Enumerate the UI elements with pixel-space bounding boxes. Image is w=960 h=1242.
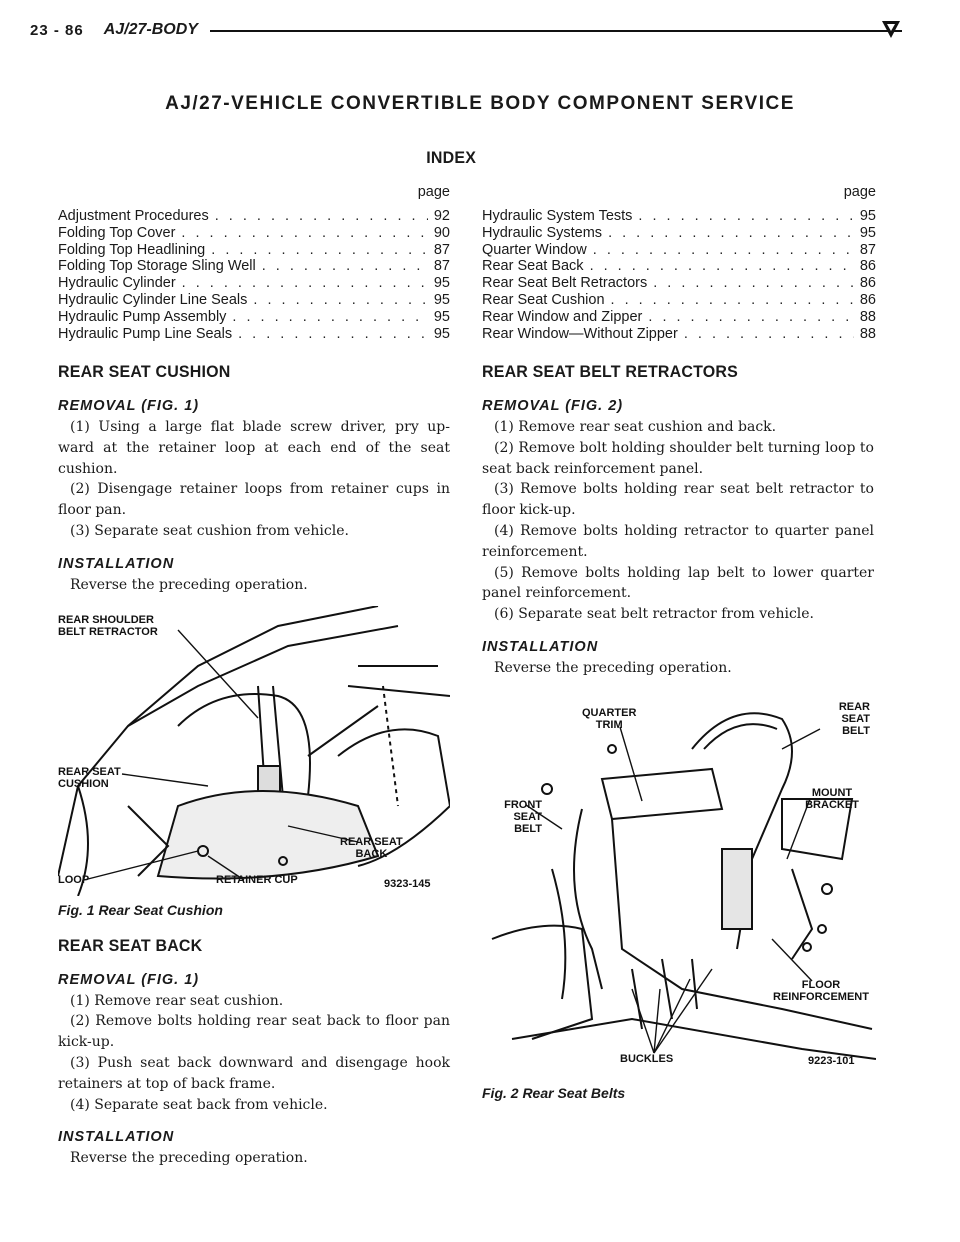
index-topic: Folding Top Headlining <box>58 241 206 258</box>
callout-front-seat-belt: FRONT SEAT BELT <box>504 798 542 835</box>
index-column-left <box>58 184 450 342</box>
index-page: 86 <box>859 258 876 275</box>
index-topic: Adjustment Procedures <box>58 208 209 224</box>
section-name: AJ/27-BODY <box>103 21 198 38</box>
installation-heading: INSTALLATION <box>58 555 175 572</box>
index-topic: Hydraulic Pump Line Seals <box>58 325 233 342</box>
index-entry[interactable] <box>58 326 450 343</box>
index-entry[interactable] <box>482 275 876 292</box>
page-title: AJ/27-VEHICLE CONVERTIBLE BODY COMPONENT SERVICE <box>165 93 795 114</box>
index-topic: Quarter Window <box>482 241 587 258</box>
pentastar-triangle-icon <box>880 18 902 40</box>
installation-text: Reverse the preceding operation. <box>70 576 308 593</box>
figure-number: 9323-145 <box>384 877 431 890</box>
installation-heading: INSTALLATION <box>58 1129 175 1146</box>
installation-text: Reverse the preceding operation. <box>494 659 732 676</box>
index-page: 95 <box>859 224 876 241</box>
step: (4) Separate seat back from vehicle. <box>70 1096 328 1113</box>
index-topic: Hydraulic Cylinder Line Seals <box>58 291 248 308</box>
index-page: 88 <box>859 325 876 342</box>
index-entry[interactable] <box>58 309 450 326</box>
index-page-label: page <box>417 184 450 200</box>
figure-number: 9223-101 <box>808 1054 855 1067</box>
step: (5) Remove bolts holding lap belt to lower quarter panel reinforcement. <box>482 564 874 602</box>
callout-back: REAR SEAT BACK <box>340 835 403 860</box>
figure-2-caption: Fig. 2 Rear Seat Belts <box>482 1084 626 1101</box>
index-topic: Rear Seat Cushion <box>482 291 605 308</box>
figure-1-caption: Fig. 1 Rear Seat Cushion <box>58 901 223 918</box>
index-topic: Hydraulic Pump Assembly <box>58 308 227 325</box>
index-topic: Folding Top Cover <box>58 224 176 241</box>
index-page: 87 <box>433 258 450 275</box>
index-page: 92 <box>433 208 450 224</box>
callout-loop: LOOP <box>58 873 90 886</box>
index-entry[interactable] <box>58 242 450 259</box>
step: (2) Remove bolts holding rear seat back to floor pan kick-up. <box>58 1013 450 1051</box>
index-page: 95 <box>433 291 450 308</box>
installation-heading: INSTALLATION <box>482 638 599 655</box>
index-page: 95 <box>433 325 450 342</box>
removal-heading: REMOVAL (FIG. 2) <box>482 398 624 414</box>
index-topic: Rear Seat Belt Retractors <box>482 275 648 292</box>
step: (4) Remove bolts holding retractor to quarter panel reinforcement. <box>482 522 874 560</box>
index-entry[interactable] <box>482 309 876 326</box>
index-topic: Rear Window and Zipper <box>482 308 643 325</box>
index-page: 95 <box>433 308 450 325</box>
callout-retractor: REAR SHOULDER BELT RETRACTOR <box>58 613 158 638</box>
callout-mount-bracket: MOUNT BRACKET <box>805 786 859 811</box>
step: (1) Remove rear seat cushion and back. <box>494 419 777 435</box>
index-topic: Hydraulic Systems <box>482 224 603 241</box>
callout-floor-reinforcement: FLOOR REINFORCEMENT <box>773 978 869 1003</box>
step: (2) Remove bolt holding shoulder belt turning loop to seat back reinforcement panel. <box>482 439 874 477</box>
page-header <box>30 18 902 42</box>
removal-heading: REMOVAL (FIG. 1) <box>58 971 200 988</box>
index-page: 86 <box>859 275 876 292</box>
index-topic: Rear Window—Without Zipper <box>482 325 678 342</box>
index-entry[interactable] <box>482 208 876 225</box>
index-page: 86 <box>859 291 876 308</box>
step: (2) Disengage retainer loops from retainer cups in floor pan. <box>58 481 450 519</box>
index-heading: INDEX <box>426 148 477 167</box>
index-entry[interactable] <box>482 326 876 343</box>
index-entry[interactable] <box>58 275 450 292</box>
removal-heading: REMOVAL (FIG. 1) <box>58 398 200 414</box>
right-column <box>482 362 874 1101</box>
section-heading-cushion: REAR SEAT CUSHION <box>58 362 231 381</box>
index-entry[interactable] <box>58 225 450 242</box>
callout-buckles: BUCKLES <box>620 1052 674 1065</box>
index-page: 90 <box>433 224 450 241</box>
step: (3) Remove bolts holding rear seat belt retractor to floor kick-up. <box>482 481 874 519</box>
index-entry[interactable] <box>482 225 876 242</box>
callout-quarter-trim: QUARTER TRIM <box>582 706 637 731</box>
step: (3) Push seat back downward and disengage hook retainers at top of back frame. <box>58 1054 450 1092</box>
index-page: 95 <box>859 208 876 224</box>
callout-cup: RETAINER CUP <box>216 873 298 886</box>
index-page: 87 <box>433 241 450 258</box>
figure-2 <box>482 689 876 1079</box>
index-entry[interactable] <box>58 258 450 275</box>
index-topic: Rear Seat Back <box>482 258 584 275</box>
rear-seat-belts-illustration <box>482 689 876 1079</box>
index-column-right <box>482 184 876 342</box>
callout-rear-seat-belt: REAR SEAT BELT <box>838 700 870 737</box>
index-page: 88 <box>859 308 876 325</box>
step: (6) Separate seat belt retractor from vehicle. <box>494 606 815 623</box>
index-page: 87 <box>859 241 876 258</box>
callout-cushion: REAR SEAT CUSHION <box>58 765 121 790</box>
section-heading-retractors: REAR SEAT BELT RETRACTORS <box>482 362 738 381</box>
step: (1) Remove rear seat cushion. <box>70 992 284 1009</box>
index-entry[interactable] <box>482 292 876 309</box>
figure-1 <box>58 606 450 896</box>
index-page-label: page <box>843 184 876 200</box>
index-page: 95 <box>433 275 450 292</box>
header-rule <box>210 30 902 32</box>
index-entry[interactable] <box>482 258 876 275</box>
index-topic: Hydraulic Cylinder <box>58 275 176 292</box>
index-entry[interactable] <box>58 208 450 225</box>
section-heading-back: REAR SEAT BACK <box>58 935 203 955</box>
left-column <box>58 362 450 1169</box>
index-entry[interactable] <box>58 292 450 309</box>
index-entry[interactable] <box>482 242 876 259</box>
page-number: 23 - 86 <box>30 21 84 39</box>
index-topic: Hydraulic System Tests <box>482 208 633 224</box>
step: (3) Separate seat cushion from vehicle. <box>70 522 349 539</box>
index-topic: Folding Top Storage Sling Well <box>58 258 256 275</box>
step: (1) Using a large flat blade screw driver, pry up- ward at the retainer loop at each end of the seat cushion. <box>58 419 450 477</box>
installation-text: Reverse the preceding operation. <box>70 1150 308 1167</box>
